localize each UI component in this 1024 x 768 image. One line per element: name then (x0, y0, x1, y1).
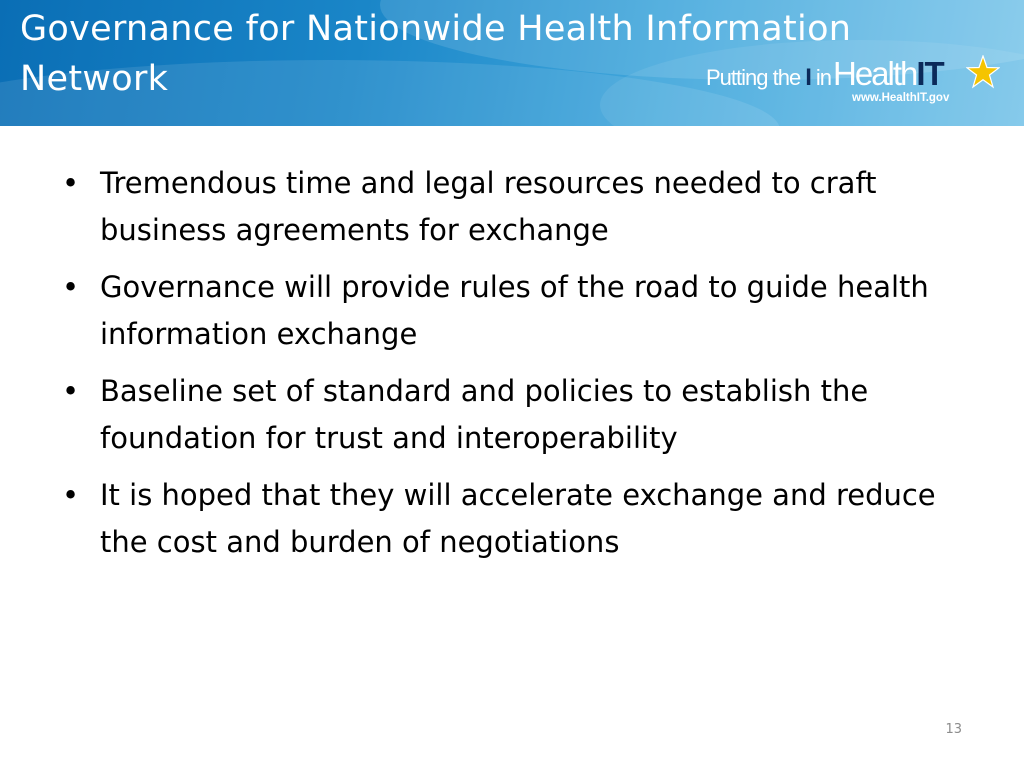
healthit-logo (706, 54, 1006, 114)
bullet-text: Tremendous time and legal resources needed to craft business agreements for exchange (100, 166, 877, 247)
star-shape (967, 56, 999, 87)
bullet-text: It is hoped that they will accelerate exchange and reduce the cost and burden of negotiations (100, 478, 936, 559)
header-banner (0, 0, 1024, 126)
logo-putting-text: Putting the (706, 65, 801, 90)
bullet-item (60, 264, 980, 358)
bullet-text: Governance will provide rules of the road to guide health information exchange (100, 270, 929, 351)
bullet-text: Baseline set of standard and policies to establish the foundation for trust and interoperability (100, 374, 869, 455)
logo-it-text: IT (916, 55, 944, 92)
logo-url: www.HealthIT.gov (852, 92, 950, 104)
logo-in-text: in (815, 65, 831, 90)
bullet-dot-icon: • (62, 166, 80, 200)
page-number: 13 (945, 722, 962, 737)
slide-title: Governance for Nationwide Health Information Network (20, 9, 852, 99)
bullet-dot-icon: • (62, 270, 80, 304)
bullet-dot-icon: • (62, 478, 80, 512)
bullet-item (60, 472, 980, 566)
bullet-item (60, 160, 980, 254)
star-icon (966, 55, 1000, 89)
bullet-dot-icon: • (62, 374, 80, 408)
bullet-item (60, 368, 980, 462)
logo-health-text: Health (832, 55, 917, 92)
bullet-list (60, 160, 980, 576)
logo-i-text: I (805, 64, 812, 91)
